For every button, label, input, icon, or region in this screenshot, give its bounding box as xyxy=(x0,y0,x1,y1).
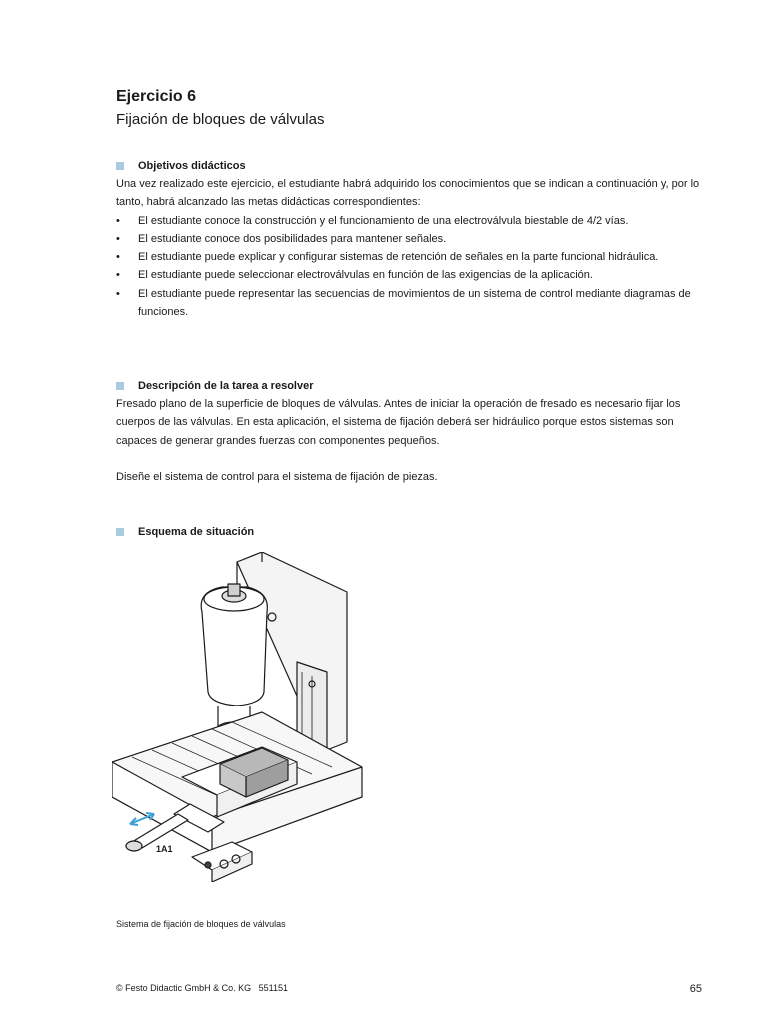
exercise-subtitle: Fijación de bloques de válvulas xyxy=(116,111,325,128)
list-item: • El estudiante puede seleccionar electroválvulas en función de las exigencias de la aplicación. xyxy=(116,266,706,284)
list-item: • El estudiante conoce dos posibilidades para mantener señales. xyxy=(116,230,706,248)
objectives-heading xyxy=(116,157,706,175)
scheme-heading-text: Esquema de situación xyxy=(138,526,255,538)
figure-caption: Sistema de fijación de bloques de válvulas xyxy=(116,919,286,929)
scheme-heading xyxy=(116,523,706,541)
task-heading xyxy=(116,377,706,395)
objectives-heading-text: Objetivos didácticos xyxy=(138,160,246,172)
list-item: • El estudiante puede explicar y configurar sistemas de retención de señales en la parte funcional hidráulica. xyxy=(116,248,706,266)
task-instruction: Diseñe el sistema de control para el sistema de fijación de piezas. xyxy=(116,470,438,483)
list-item: • El estudiante conoce la construcción y el funcionamiento de una electroválvula biestable de 4/2 vías. xyxy=(116,212,706,230)
section-marker-icon xyxy=(116,382,124,390)
exercise-header xyxy=(116,86,706,130)
copyright: © Festo Didactic GmbH & Co. KG 551151 xyxy=(116,983,289,993)
page-number: 65 xyxy=(689,983,702,995)
objectives-section xyxy=(116,157,706,321)
cylinder-label: 1A1 xyxy=(156,844,173,854)
objectives-list xyxy=(116,212,706,322)
task-section xyxy=(116,377,706,486)
page-footer xyxy=(116,983,702,995)
scheme-section xyxy=(116,523,706,541)
task-heading-text: Descripción de la tarea a resolver xyxy=(138,380,314,392)
milling-fixture-illustration xyxy=(112,552,372,882)
section-marker-icon xyxy=(116,528,124,536)
objectives-intro: Una vez realizado este ejercicio, el estudiante habrá adquirido los conocimientos que se indican a continuación y, por lo tanto, habrá alcanzado las metas didácticas correspondientes: xyxy=(116,178,700,209)
list-item: • El estudiante puede representar las secuencias de movimientos de un sistema de control mediante diagramas de funciones. xyxy=(116,285,706,322)
task-paragraph: Fresado plano de la superficie de bloques de válvulas. Antes de iniciar la operación de fresado es necesario fijar los cuerpos de las válvulas. En esta aplicación, el sistema de fijación deberá ser hidráulico porque estos sistemas son capaces de generar grandes fuerzas con componentes pequeños. xyxy=(116,398,681,447)
exercise-title: Ejercicio 6 xyxy=(116,88,197,105)
section-marker-icon xyxy=(116,162,124,170)
